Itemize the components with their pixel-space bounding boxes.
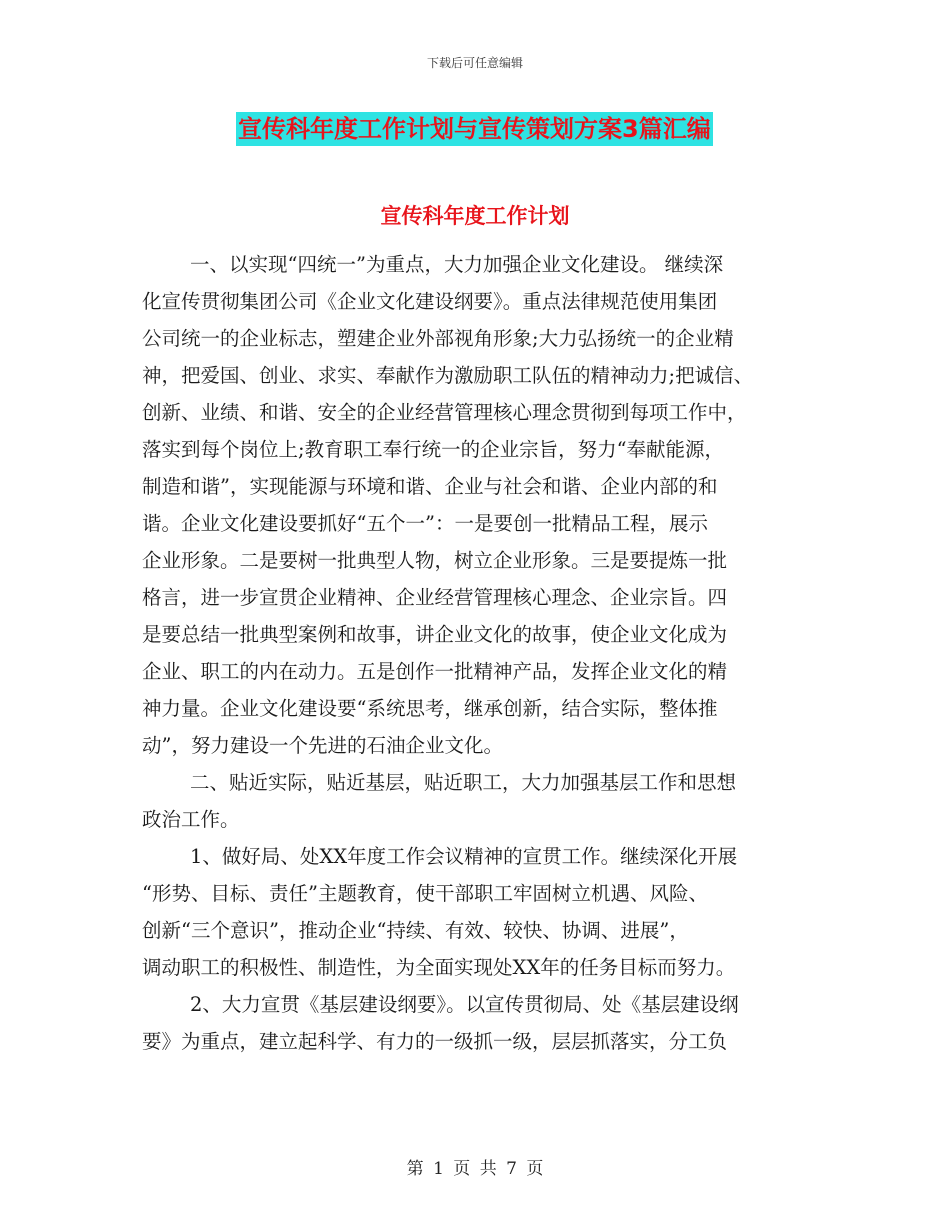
text-line: “形势、目标、责任”主题教育，使干部职工牢固树立机遇、风险、 — [142, 882, 708, 905]
text-line: 要》为重点，建立起科学、有力的一级抓一级，层层抓落实，分工负 — [142, 1030, 728, 1053]
text-line: 2、大力宣贯《基层建设纲要》。以宣传贯彻局、处《基层建设纲 — [190, 993, 739, 1016]
section-title: 宣传科年度工作计划 — [380, 204, 570, 228]
body-text — [142, 246, 822, 1060]
text-line: 神，把爱国、创业、求实、奉献作为激励职工队伍的精神动力;把诚信、 — [142, 364, 754, 387]
text-line: 1、做好局、处XX年度工作会议精神的宣贯工作。继续深化开展 — [190, 845, 738, 868]
text-line: 化宣传贯彻集团公司《企业文化建设纲要》。重点法律规范使用集团 — [142, 290, 718, 313]
text-line: 格言，进一步宣贯企业精神、企业经营管理核心理念、企业宗旨。四 — [142, 586, 728, 609]
text-line: 一、以实现“四统一”为重点，大力加强企业文化建设。 继续深 — [190, 253, 724, 276]
text-line: 神力量。企业文化建设要“系统思考，继承创新，结合实际，整体推 — [142, 697, 718, 720]
text-line: 创新“三个意识”，推动企业“持续、有效、较快、协调、进展”， — [142, 919, 689, 942]
text-line: 动”，努力建设一个先进的石油企业文化。 — [142, 734, 503, 757]
text-line: 企业、职工的内在动力。五是创作一批精神产品，发挥企业文化的精 — [142, 660, 728, 683]
document-title: 宣传科年度工作计划与宣传策划方案3篇汇编 — [236, 112, 713, 146]
text-line: 制造和谐”，实现能源与环境和谐、企业与社会和谐、企业内部的和 — [142, 475, 718, 498]
page-footer: 第 1 页 共 7 页 — [406, 1159, 544, 1179]
text-line: 企业形象。二是要树一批典型人物，树立企业形象。三是要提炼一批 — [142, 549, 728, 572]
text-line: 调动职工的积极性、制造性，为全面实现处XX年的任务目标而努力。 — [142, 956, 736, 979]
text-line: 创新、业绩、和谐、安全的企业经营管理核心理念贯彻到每项工作中， — [142, 401, 747, 424]
text-line: 政治工作。 — [142, 808, 240, 831]
text-line: 谐。企业文化建设要抓好“五个一”：一是要创一批精品工程，展示 — [142, 512, 708, 535]
text-line: 二、贴近实际，贴近基层，贴近职工，大力加强基层工作和思想 — [190, 771, 737, 794]
text-line: 公司统一的企业标志，塑建企业外部视角形象;大力弘扬统一的企业精 — [142, 327, 734, 350]
text-line: 是要总结一批典型案例和故事，讲企业文化的故事，使企业文化成为 — [142, 623, 728, 646]
text-line: 落实到每个岗位上;教育职工奉行统一的企业宗旨，努力“奉献能源， — [142, 438, 725, 461]
header-note: 下载后可任意编辑 — [426, 56, 523, 70]
